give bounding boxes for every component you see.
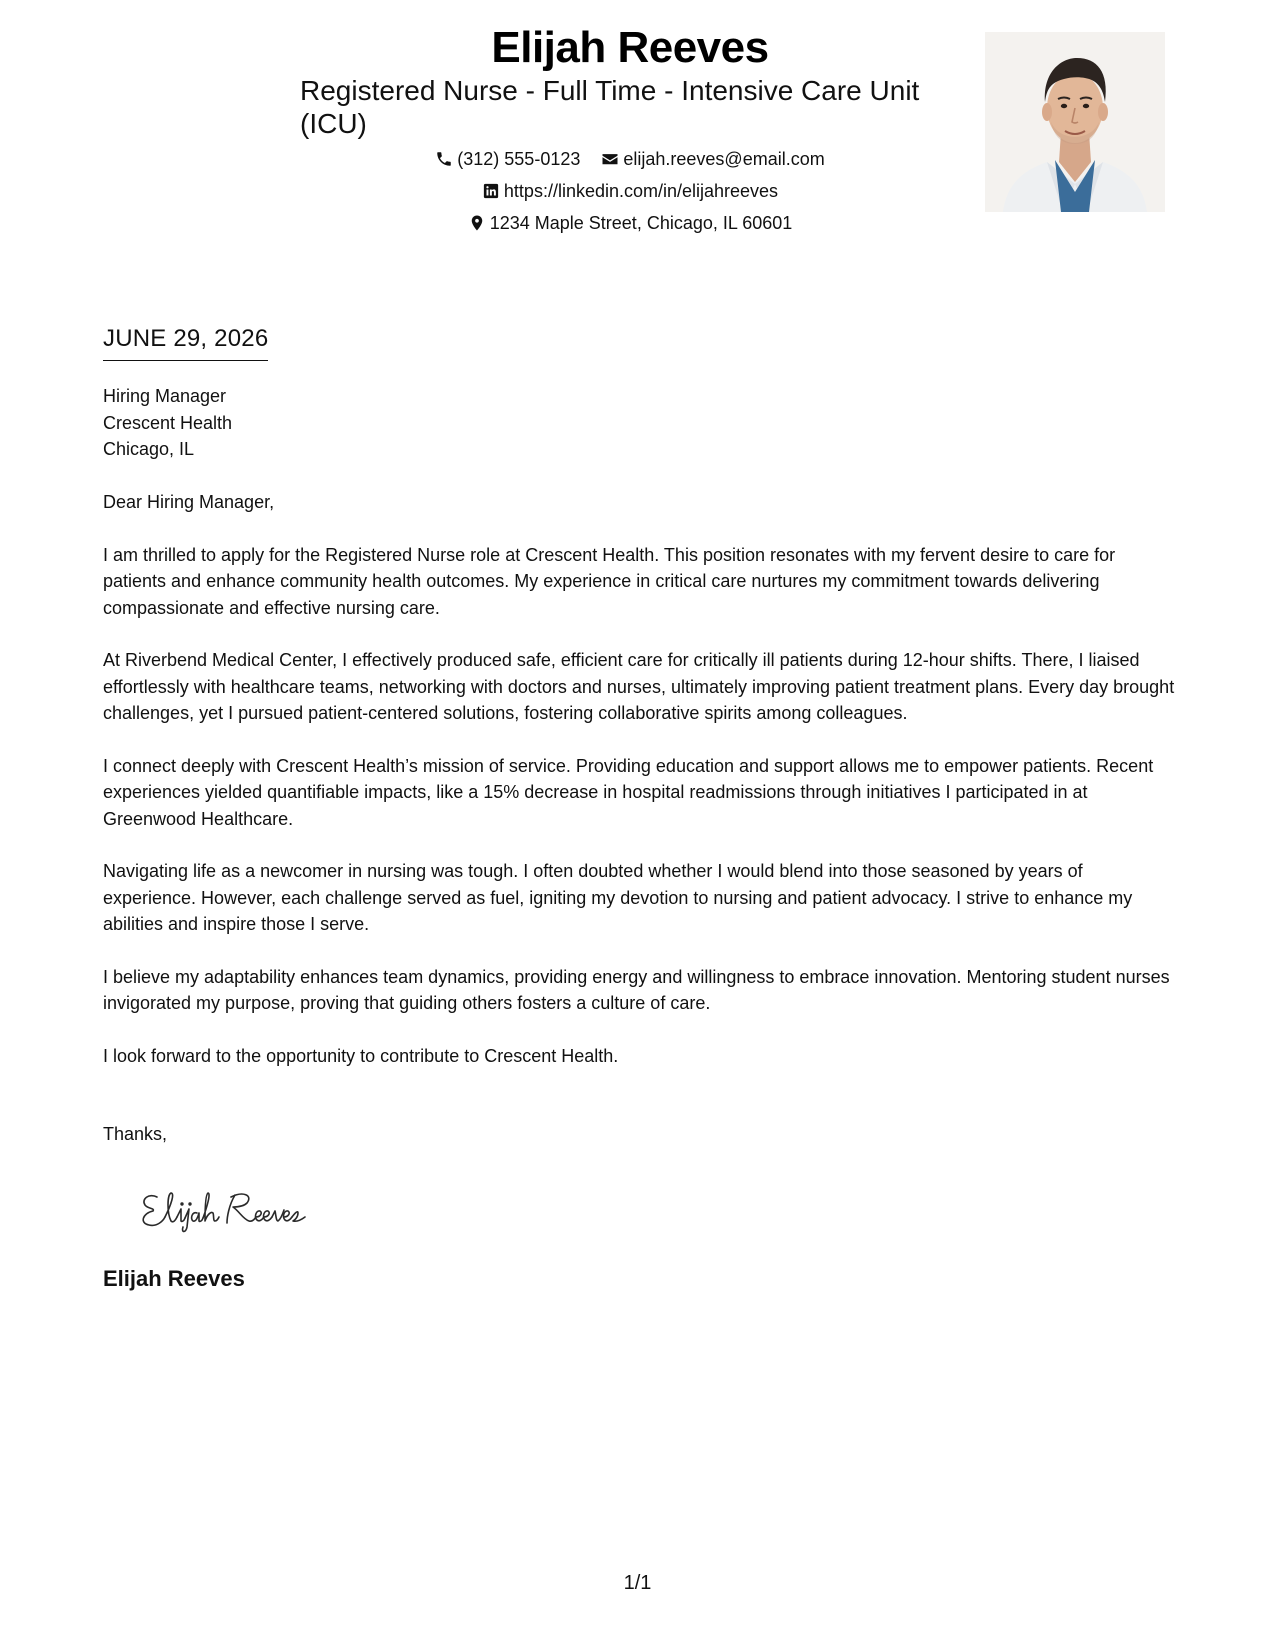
street-address: 1234 Maple Street, Chicago, IL 60601 xyxy=(489,213,793,233)
body-paragraph: At Riverbend Medical Center, I effectively produced safe, efficient care for critically ill patients during 12-hour shifts. There, I liaised effortlessly with healthcare teams, networking with doctors and nurses, ultimately improving patient treatment plans. Every day brought challenges, yet I pursued patient-centered solutions, fostering collaborative spirits among colleagues. xyxy=(103,650,1175,723)
job-title: Registered Nurse - Full Time - Intensive Care Unit (ICU) xyxy=(300,75,920,139)
signed-name: Elijah Reeves xyxy=(103,1266,245,1291)
applicant-name: Elijah Reeves xyxy=(491,23,769,72)
recipient-title: Hiring Manager xyxy=(103,386,227,406)
recipient-company: Crescent Health xyxy=(103,412,233,433)
page-number: 1/1 xyxy=(623,1572,652,1594)
contact-row-primary xyxy=(300,148,960,173)
recipient-location: Chicago, IL xyxy=(103,439,195,459)
contact-row-linkedin xyxy=(300,180,960,205)
email-address: elijah.reeves@email.com xyxy=(623,149,825,169)
body-paragraph: I connect deeply with Crescent Health’s mission of service. Providing education and support allows me to empower patients. Recent experiences yielded quantifiable impacts, like a 15% decrease in hospital readmissions through initiatives I participated in at Greenwood Healthcare. xyxy=(103,755,1154,829)
contact-row-address xyxy=(300,212,960,237)
linkedin-url: https://linkedin.com/in/elijahreeves xyxy=(503,181,779,201)
envelope-icon xyxy=(601,150,619,168)
phone-number: (312) 555-0123 xyxy=(457,149,581,169)
closing: Thanks, xyxy=(103,1124,168,1144)
email-contact[interactable] xyxy=(601,148,824,170)
body-paragraph: I am thrilled to apply for the Registered Nurse role at Crescent Health. This position resonates with my fervent desire to care for patients and enhance community health outcomes. My experience in critical care nurtures my commitment towards delivering compassionate and effective nursing care. xyxy=(103,544,1116,618)
body-paragraph: Navigating life as a newcomer in nursing was tough. I often doubted whether I would blend into those seasoned by years of experience. However, each challenge served as fuel, igniting my devotion to nursing and patient advocacy. I strive to enhance my abilities and inspire those I serve. xyxy=(103,861,1133,934)
linkedin-contact[interactable] xyxy=(482,180,778,202)
handwritten-signature xyxy=(135,1175,335,1235)
salutation: Dear Hiring Manager, xyxy=(103,492,275,512)
linkedin-icon xyxy=(482,182,500,200)
body-paragraph: I believe my adaptability enhances team dynamics, providing energy and willingness to embrace innovation. Mentoring student nurses invigorated my purpose, proving that guiding others fosters a culture of care. xyxy=(103,966,1170,1013)
phone-icon xyxy=(435,150,453,168)
map-pin-icon xyxy=(468,214,486,232)
phone-contact[interactable] xyxy=(435,148,580,170)
profile-photo xyxy=(985,32,1165,212)
recipient-block xyxy=(103,383,232,463)
body-paragraph: I look forward to the opportunity to contribute to Crescent Health. xyxy=(103,1045,619,1066)
avatar xyxy=(985,32,1165,212)
letter-date: JUNE 29, 2026 xyxy=(103,324,268,361)
address-contact xyxy=(468,212,793,234)
letter-body xyxy=(103,489,1178,1095)
